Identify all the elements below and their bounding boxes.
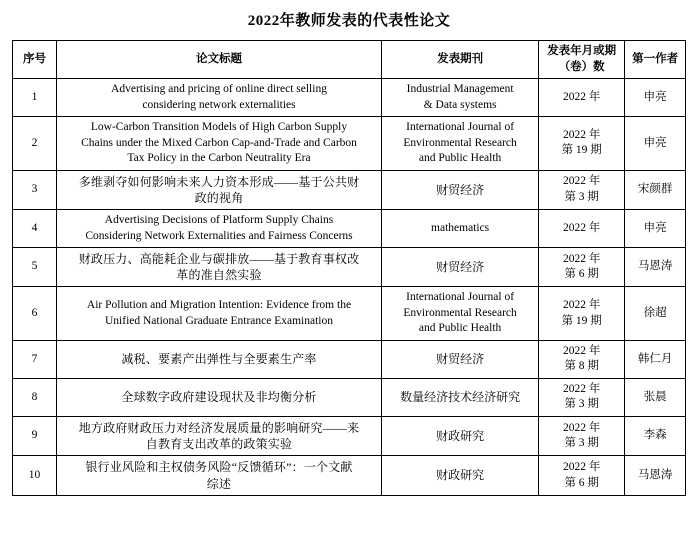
cell-publication-date [539,170,625,209]
publication-date-line: 2022 年 [563,382,601,395]
cell-publication-date [539,340,625,378]
cell-index: 9 [13,417,57,456]
publication-date-line: 第 3 期 [564,190,599,203]
paper-title-line: 财政压力、高能耗企业与碳排放——基于教育事权改 [78,252,360,267]
journal-line: and Public Health [418,152,502,165]
cell-paper-title [57,456,382,495]
cell-paper-title [57,417,382,456]
publication-date-line: 第 6 期 [564,476,599,489]
cell-journal [381,417,538,456]
column-header-journal: 发表期刊 [381,41,538,79]
journal-line: 财贸经济 [436,260,485,275]
table-row [13,209,686,247]
paper-title-line: Chains under the Mixed Carbon Cap-and-Trade and Carbon [81,136,357,149]
cell-publication-date [539,287,625,341]
cell-publication-date [539,417,625,456]
publication-date-line: 第 19 期 [561,314,602,327]
cell-publication-date [539,248,625,287]
cell-first-author: 马恩涛 [625,248,686,287]
cell-first-author: 韩仁月 [625,340,686,378]
table-row [13,340,686,378]
publication-date-line: 第 3 期 [564,398,599,411]
column-header-date: 发表年月或期（卷）数 [539,41,625,79]
table-row [13,117,686,171]
cell-journal [381,378,538,416]
journal-line: 数量经济技术经济研究 [400,390,521,405]
cell-first-author: 申亮 [625,209,686,247]
publication-date-line: 2022 年 [563,90,601,103]
cell-first-author: 宋颜群 [625,170,686,209]
cell-paper-title [57,79,382,117]
cell-publication-date [539,79,625,117]
cell-first-author: 张晨 [625,378,686,416]
cell-first-author: 申亮 [625,117,686,171]
cell-journal [381,340,538,378]
journal-line: International Journal of [406,121,515,134]
cell-paper-title [57,117,382,171]
publication-date-line: 2022 年 [563,221,601,234]
cell-index: 10 [13,456,57,495]
paper-title-line: Air Pollution and Migration Intention: Evidence from the [86,299,352,312]
cell-first-author: 马恩涛 [625,456,686,495]
table-row [13,170,686,209]
table-row [13,456,686,495]
cell-index: 8 [13,378,57,416]
journal-line: and Public Health [418,322,502,335]
cell-journal [381,287,538,341]
journal-line: International Journal of [406,291,515,304]
cell-paper-title [57,378,382,416]
cell-first-author: 徐超 [625,287,686,341]
table-body [13,79,686,496]
paper-title-line: 自教育支出改革的政策实验 [145,437,293,452]
paper-title-line: 地方政府财政压力对经济发展质量的影响研究——来 [78,421,360,435]
paper-title-line: 政的视角 [194,190,244,205]
paper-title-line: 全球数字政府建设现状及非均衡分析 [121,390,317,405]
cell-journal [381,248,538,287]
column-header-title: 论文标题 [57,41,382,79]
paper-title-line: Unified National Graduate Entrance Examination [105,314,333,327]
journal-line: Environmental Research [403,136,517,149]
paper-title-line: 革的准自然实验 [176,268,262,283]
table-row [13,378,686,416]
paper-title-line: Low-Carbon Transition Models of High Carbon Supply [90,121,348,134]
publication-date-line: 2022 年 [563,175,601,188]
cell-first-author: 李森 [625,417,686,456]
cell-paper-title [57,340,382,378]
cell-paper-title [57,170,382,209]
publication-date-line: 2022 年 [563,299,601,312]
journal-line: & Data systems [423,98,497,111]
cell-paper-title [57,248,382,287]
page-title: 2022年教师发表的代表性论文 [247,13,451,29]
paper-title-line: 多维剥夺如何影响未来人力资本形成——基于公共财 [78,174,360,189]
cell-publication-date [539,209,625,247]
cell-index: 1 [13,79,57,117]
column-header-index: 序号 [13,41,57,79]
publication-date-line: 第 19 期 [561,144,602,157]
paper-title-line: Tax Policy in the Carbon Neutrality Era [127,152,311,165]
publication-date-line: 第 3 期 [564,437,599,450]
journal-line: 财政研究 [436,468,485,483]
paper-title-line: considering network externalities [142,98,296,111]
journal-line: 财政研究 [436,429,485,444]
cell-journal [381,79,538,117]
table-header-row [13,41,686,79]
cell-journal [381,170,538,209]
publication-date-line: 2022 年 [563,461,601,474]
cell-index: 4 [13,209,57,247]
publication-date-line: 2022 年 [563,128,601,141]
cell-index: 7 [13,340,57,378]
cell-journal [381,456,538,495]
publication-date-line: 第 8 期 [564,360,599,373]
cell-index: 6 [13,287,57,341]
paper-title-line: Advertising and pricing of online direct selling [111,83,327,96]
table-row [13,287,686,341]
paper-title-line: Considering Network Externalities and Fairness Concerns [85,229,353,242]
table-row [13,248,686,287]
cell-paper-title [57,287,382,341]
journal-line: mathematics [431,221,490,234]
table-row [13,79,686,117]
cell-index: 3 [13,170,57,209]
publication-date-line: 2022 年 [563,252,601,265]
journal-line: Environmental Research [403,306,517,319]
paper-title-line: 综述 [206,476,232,491]
journal-line: 财贸经济 [436,352,485,367]
table-row [13,417,686,456]
paper-title-line: Advertising Decisions of Platform Supply Chains [104,213,334,226]
paper-title-line: 减税、要素产出弹性与全要素生产率 [121,352,317,367]
cell-journal [381,117,538,171]
cell-index: 5 [13,248,57,287]
publication-date-line: 2022 年 [563,421,601,434]
cell-publication-date [539,456,625,495]
publication-date-line: 2022 年 [563,344,601,357]
cell-paper-title [57,209,382,247]
cell-index: 2 [13,117,57,171]
paper-title-line: 银行业风险和主权债务风险“反馈循环”：一个文献 [85,460,353,475]
publication-date-line: 第 6 期 [564,268,599,281]
table-header [13,41,686,79]
cell-journal [381,209,538,247]
representative-papers-table [12,40,686,496]
column-header-author: 第一作者 [625,41,686,79]
cell-publication-date [539,117,625,171]
journal-line: Industrial Management [406,83,514,96]
journal-line: 财贸经济 [436,182,485,197]
cell-first-author: 申亮 [625,79,686,117]
cell-publication-date [539,378,625,416]
